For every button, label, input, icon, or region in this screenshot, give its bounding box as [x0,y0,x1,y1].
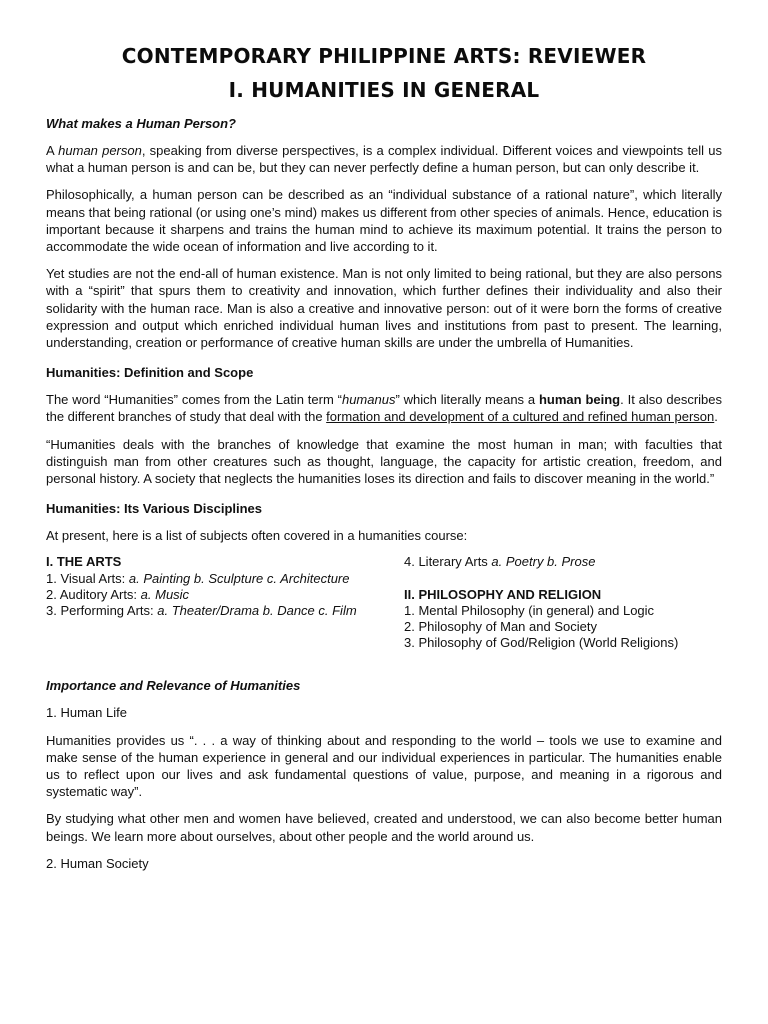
list-item: 1. Mental Philosophy (in general) and Logic [404,602,655,618]
text: . [714,409,718,425]
importance-item-2: 2. Human Society [46,855,149,871]
emphasis-text: a. Painting b. Sculpture c. Architecture [128,570,350,586]
paragraph-human-person-2: Philosophically, a human person can be described as an “individual substance of a rational nature”, which literally means that being rational (or using one’s mind) makes us different from other species of animals. Hence, education is important because it sharpens and trains the human mind to achieve its maximum potential. It trains the person to accommodate the wide ocean of information and live according to it. [46,187,722,255]
text: ” which literally means a [395,392,539,408]
section-title: I. HUMANITIES IN GENERAL [228,78,540,102]
text: The word “Humanities” comes from the Latin term “ [46,392,342,408]
list-item [46,587,364,603]
emphasis-text: a. Music [140,586,190,602]
list-heading-philosophy: II. PHILOSOPHY AND RELIGION [404,586,602,602]
disciplines-left-column [46,554,364,651]
list-item [404,554,722,570]
text: 4. Literary Arts [404,554,492,570]
paragraph-importance-2: By studying what other men and women have believed, created and understood, we can also become better human beings. We learn more about ourselves, about other people and the world around us. [46,811,722,844]
importance-item-1: 1. Human Life [46,705,127,721]
text: A [46,143,59,158]
heading-definition-scope: Humanities: Definition and Scope [46,365,254,381]
document-title: CONTEMPORARY PHILIPPINE ARTS: REVIEWER [121,44,647,68]
paragraph-human-person-3: Yet studies are not the end-all of human existence. Man is not only limited to being rational, but they are also persons with a “spirit” that spurs them to creativity and innovation, which further defines their individuality and also their solidarity with the human race. Man is also a creative and innovative person: out of it were born the forms of creative expression and output which enriched individual human lives and institutions from past to present. The learning, understanding, creation or performance of creative human skills are under the umbrella of Humanities. [46,266,722,351]
heading-importance: Importance and Relevance of Humanities [46,678,301,694]
list-item [46,571,364,587]
paragraph-importance-1: Humanities provides us “. . . a way of thinking about and responding to the world – tools we use to examine and make sense of the human experience in general and our individual experiences in particular. The humanities enable us to reflect upon our lives and ask fundamental questions of value, purpose, and meaning in a rigorous and systematic way”. [46,732,722,800]
text: 1. Visual Arts: [46,570,129,586]
bold-text: human being [538,392,621,408]
text: 2. Auditory Arts: [46,586,141,602]
text: 3. Performing Arts: [46,603,158,619]
spacer [404,571,722,587]
emphasis-text: human person [58,143,142,158]
heading-disciplines: Humanities: Its Various Disciplines [46,501,263,517]
paragraph-definition-1 [46,391,722,425]
emphasis-text: a. Theater/Drama b. Dance c. Film [157,603,357,619]
list-heading-arts: I. THE ARTS [46,554,122,570]
text: , speaking from diverse perspectives, is a complex individual. Different voices and viewpoints tell us what a human person is and can be, but they can never perfectly define a human person, but can only describe it. [46,143,722,176]
list-item: 3. Philosophy of God/Religion (World Religions) [404,635,679,651]
list-item: 2. Philosophy of Man and Society [404,619,597,635]
text: . It also describes the different branches of study that deal with the [46,392,723,425]
paragraph-human-person-1 [46,142,722,176]
heading-human-person: What makes a Human Person? [46,116,236,131]
paragraph-disciplines-intro: At present, here is a list of subjects often covered in a humanities course: [46,528,468,544]
list-item [46,603,364,619]
emphasis-text: humanus [341,392,396,408]
paragraph-definition-2: “Humanities deals with the branches of knowledge that examine the most human in man; with faculties that distinguish man from other creatures such as thought, language, the capacity for artistic creation, freedom, and personal history. A society that neglects the humanities loses its direction and fails to discover meaning in the world.” [46,436,722,487]
underlined-text: formation and development of a cultured and refined human person [326,409,715,425]
disciplines-columns [46,554,722,651]
emphasis-text: a. Poetry b. Prose [491,554,596,570]
disciplines-right-column [404,554,722,651]
